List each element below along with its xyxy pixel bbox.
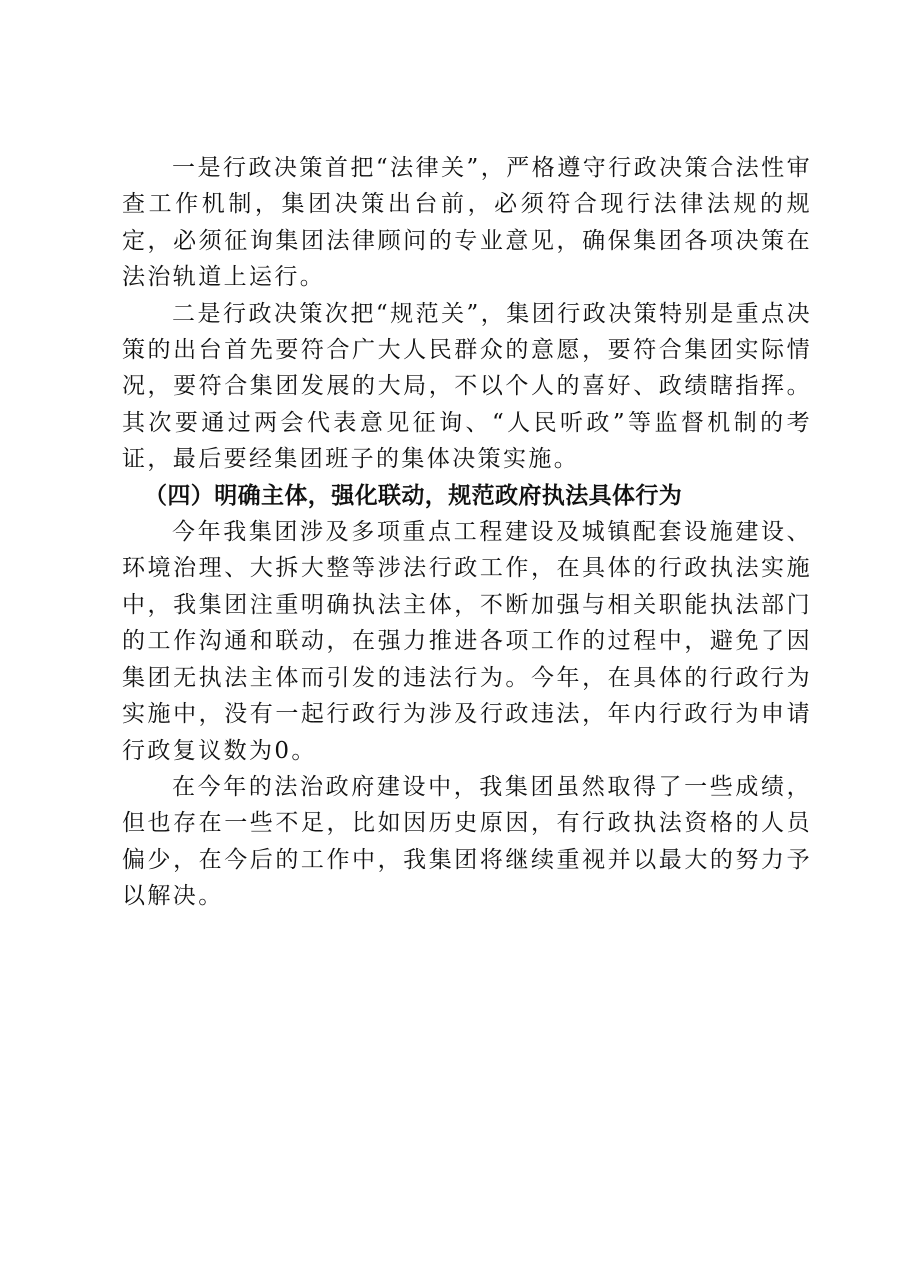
paragraph-law-enforcement: 今年我集团涉及多项重点工程建设及城镇配套设施建设、环境治理、大拆大整等涉法行政工作，在具体的行政执法实施中，我集团注重明确执法主体，不断加强与相关职能执法部门的工作沟通和联动，在强力推进各项工作的过程中，避免了因集团无执法主体而引发的违法行为。今年，在具体的行政行为实施中，没有一起行政行为涉及行政违法，年内行政行为申请行政复议数为0。 xyxy=(122,519,812,764)
paragraph-shortcomings: 在今年的法治政府建设中，我集团虽然取得了一些成绩，但也存在一些不足，比如因历史原因，有行政执法资格的人员偏少，在今后的工作中，我集团将继续重视并以最大的努力予以解决。 xyxy=(122,773,812,910)
paragraph-standard-review: 二是行政决策次把“规范关”，集团行政决策特别是重点决策的出台首先要符合广大人民群众的意愿，要符合集团实际情况，要符合集团发展的大局，不以个人的喜好、政绩瞎指挥。其次要通过两会代表意见征询、“人民听政”等监督机制的考证，最后要经集团班子的集体决策实施。 xyxy=(122,300,812,473)
paragraph-legal-review: 一是行政决策首把“法律关”，严格遵守行政决策合法性审查工作机制，集团决策出台前，必须符合现行法律法规的规定，必须征询集团法律顾问的专业意见，确保集团各项决策在法治轨道上运行。 xyxy=(122,155,812,291)
document-body xyxy=(122,150,812,915)
section-heading-4: （四）明确主体，强化联动，规范政府执法具体行为 xyxy=(144,481,683,509)
